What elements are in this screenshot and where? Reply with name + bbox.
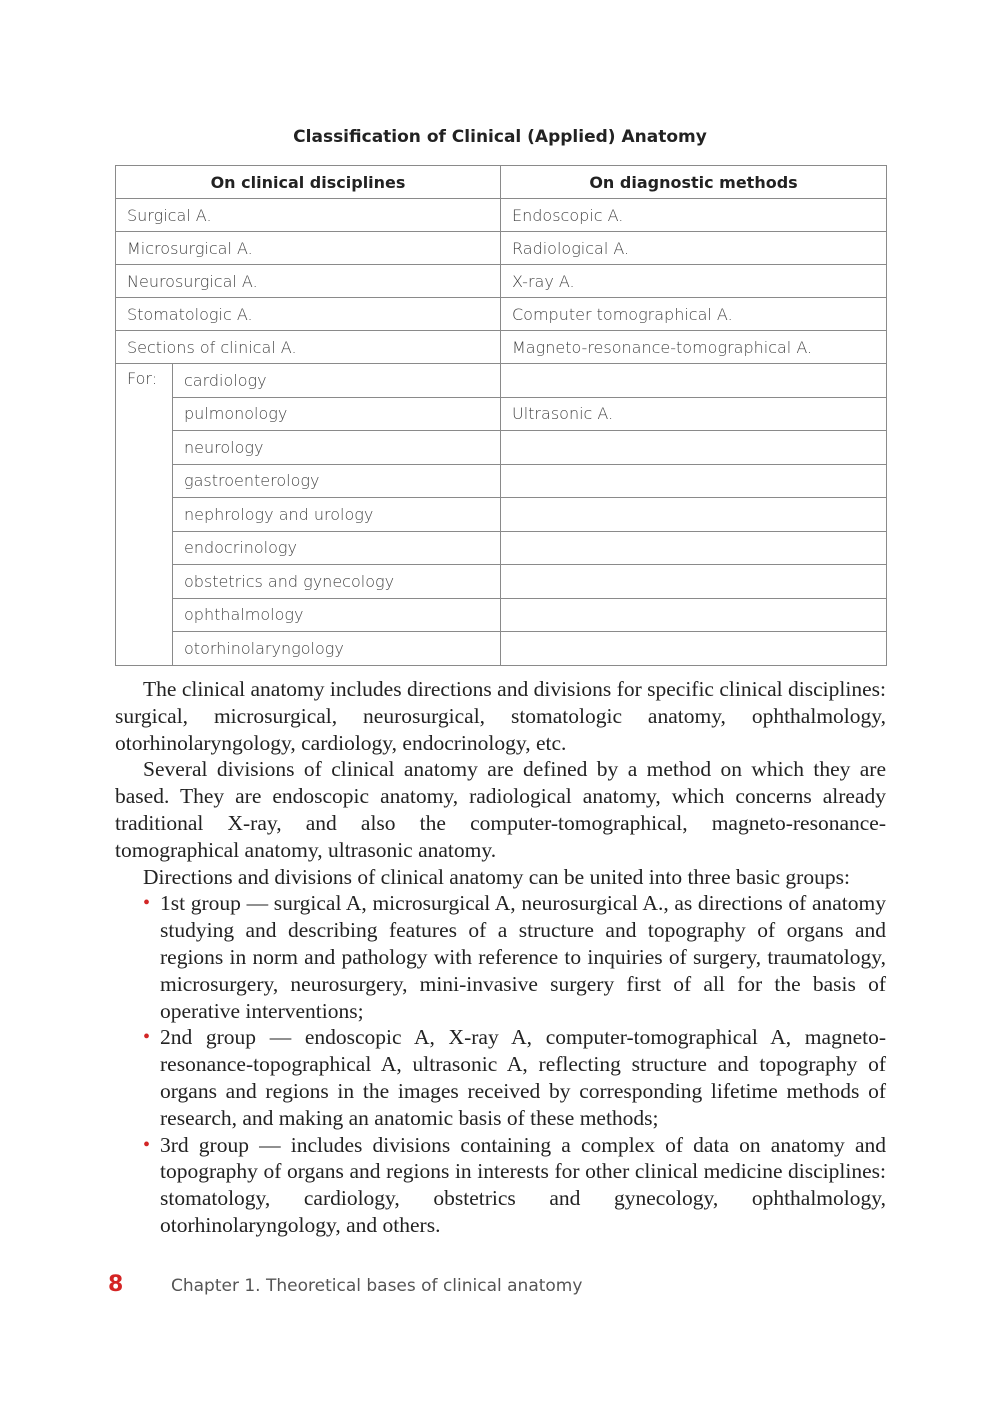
table-cell [501, 598, 887, 632]
table-cell [501, 531, 887, 565]
table-cell: Neurosurgical A. [116, 265, 501, 298]
section-cell: otorhinolaryngology [173, 632, 501, 666]
page-footer [0, 1272, 1000, 1302]
table-cell [501, 431, 887, 465]
table-cell [501, 498, 887, 532]
body-text [115, 676, 886, 1239]
bullet-icon: • [143, 1026, 151, 1049]
table-row [116, 598, 887, 632]
table-row [116, 632, 887, 666]
table-cell: Radiological A. [501, 232, 887, 265]
list-item-text: 3rd group — includes divisions containing a complex of data on anatomy and topography of organs and regions in interests for other clinical medicine disciplines: stomatology, cardiology, obstetrics and gynecology, ophthalmology, otorhinolaryngology, and others. [160, 1132, 886, 1237]
table-row [116, 397, 887, 431]
bullet-icon: • [143, 892, 151, 915]
section-cell: obstetrics and gynecology [173, 565, 501, 599]
table-cell [501, 632, 887, 666]
section-cell: cardiology [173, 364, 501, 398]
list-item [115, 1024, 886, 1131]
list-item-text: 2nd group — endoscopic A, X-ray A, computer-tomographical A, magneto-resonance-topographical A, ultrasonic A, reflecting structure and topography of organs and regions in the images received by corresponding lifetime methods of research, and making an anatomic basis of these methods; [160, 1025, 886, 1130]
table-cell: Magneto-resonance-tomographical A. [501, 331, 887, 364]
list-item [115, 890, 886, 1024]
table-cell: Computer tomographical A. [501, 298, 887, 331]
chapter-title: Chapter 1. Theoretical bases of clinical anatomy [171, 1276, 583, 1296]
header-clinical-disciplines: On clinical disciplines [116, 166, 501, 199]
for-label: For: [116, 364, 173, 666]
table-row [116, 232, 887, 265]
table-row [116, 464, 887, 498]
bullet-icon: • [143, 1133, 151, 1156]
page-number: 8 [108, 1272, 124, 1297]
section-cell: pulmonology [173, 397, 501, 431]
header-diagnostic-methods: On diagnostic methods [501, 166, 887, 199]
table-cell [501, 364, 887, 398]
table-row [116, 199, 887, 232]
group-list [115, 890, 886, 1238]
table-row [116, 364, 887, 398]
table-cell [501, 464, 887, 498]
table-row [116, 498, 887, 532]
table-cell: Ultrasonic A. [501, 397, 887, 431]
table-cell: Endoscopic A. [501, 199, 887, 232]
table-cell: Microsurgical A. [116, 232, 501, 265]
table-cell: Stomatologic A. [116, 298, 501, 331]
table-caption: Classification of Clinical (Applied) Anatomy [293, 127, 707, 147]
table-cell: Sections of clinical A. [116, 331, 501, 364]
table-cell: X-ray A. [501, 265, 887, 298]
section-cell: nephrology and urology [173, 498, 501, 532]
section-cell: gastroenterology [173, 464, 501, 498]
table-cell: Surgical A. [116, 199, 501, 232]
section-cell: endocrinology [173, 531, 501, 565]
table-row [116, 298, 887, 331]
paragraph: The clinical anatomy includes directions and divisions for specific clinical disciplines: surgical, microsurgical, neurosurgical, stomatologic anatomy, ophthalmology, otorhinolaryngology, cardiology, endocrinology, etc. [115, 677, 886, 755]
table-row [116, 265, 887, 298]
table-row [116, 531, 887, 565]
list-item-text: 1st group — surgical A, microsurgical A, neurosurgical A., as directions of anatomy studying and describing features of a structure and topography of organs and regions in norm and pathology with reference to inquiries of surgery, traumatology, microsurgery, neurosurgery, mini-invasive surgery first of all for the basis of operative interventions; [160, 891, 886, 1023]
table-row [116, 331, 887, 364]
paragraph: Directions and divisions of clinical anatomy can be united into three basic groups: [143, 864, 850, 889]
table-row [116, 565, 887, 599]
section-cell: neurology [173, 431, 501, 465]
table-row [116, 431, 887, 465]
classification-table [115, 165, 887, 666]
paragraph: Several divisions of clinical anatomy are defined by a method on which they are based. They are endoscopic anatomy, radiological anatomy, which concerns already traditional X-ray, and also the computer-tomographical, magneto-resonance-tomographical anatomy, ultrasonic anatomy. [115, 757, 886, 862]
table-cell [501, 565, 887, 599]
section-cell: ophthalmology [173, 598, 501, 632]
list-item [115, 1132, 886, 1239]
